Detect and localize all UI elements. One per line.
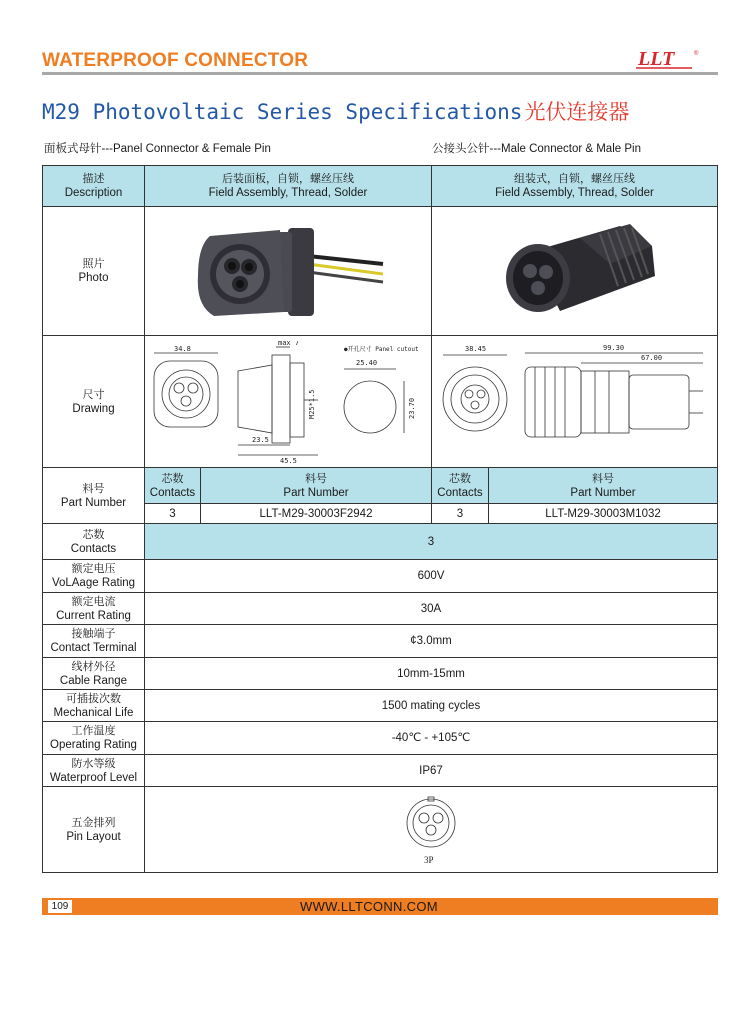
spec-label-operating-en: Operating Rating — [50, 739, 137, 751]
spec-value-operating: -40℃ - +105℃ — [144, 721, 717, 754]
left-contacts-value: 3 — [144, 503, 200, 523]
spec-value-mechanical-life: 1500 mating cycles — [144, 689, 717, 721]
left-pn-header-cn: 料号 — [305, 472, 327, 485]
description-right-en: Field Assembly, Thread, Solder — [495, 187, 654, 199]
left-contacts-header-cn: 芯数 — [161, 472, 184, 485]
spec-label-voltage-cn: 额定电压 — [71, 563, 116, 575]
spec-label-mechanical-life-cn: 可插拔次数 — [66, 692, 121, 705]
spec-label-current — [43, 592, 144, 624]
svg-text:99.30: 99.30 — [602, 343, 624, 352]
subtitle-left: 面板式母针---Panel Connector & Female Pin — [44, 143, 271, 155]
spec-value-current: 30A — [144, 592, 717, 624]
spec-label-waterproof — [43, 754, 144, 786]
spec-label-cable — [43, 657, 144, 689]
svg-text:23.70: 23.70 — [408, 397, 416, 419]
spec-label-cable-en: Cable Range — [59, 674, 128, 687]
pin-layout-label-en: Pin Layout — [66, 830, 121, 843]
pin-layout-label-cn: 五金排列 — [71, 816, 116, 829]
svg-text:LLT: LLT — [638, 48, 675, 70]
male-connector-photo — [490, 216, 660, 326]
spec-label-waterproof-en: Waterproof Level — [49, 771, 138, 784]
subtitle-right: 公接头公针---Male Connector & Male Pin — [432, 143, 641, 155]
description-left-cn: 后装面板，自锁，螺丝压线 — [222, 173, 354, 185]
pin-layout-diagram — [401, 793, 461, 869]
svg-text:25.40: 25.40 — [356, 358, 378, 367]
svg-text:67.00: 67.00 — [640, 353, 662, 362]
section-title: WATERPROOF CONNECTOR — [42, 50, 309, 71]
spec-label-contacts-en: Contacts — [70, 542, 117, 555]
photo-female-cell — [144, 206, 431, 335]
photo-label — [43, 206, 144, 335]
drawing-label-en: Drawing — [72, 402, 115, 415]
right-pn-header-en: Part Number — [570, 486, 636, 499]
left-pn-header-en: Part Number — [283, 486, 349, 499]
right-pn-header-cn: 料号 — [592, 472, 614, 485]
left-contacts-header — [144, 467, 200, 503]
description-right — [431, 166, 717, 206]
spec-value-waterproof: IP67 — [144, 754, 717, 786]
left-pn-header — [200, 467, 431, 503]
spec-label-operating-cn: 工作温度 — [71, 725, 116, 737]
svg-text:38.45: 38.45 — [464, 344, 486, 353]
female-dimension-drawing — [148, 341, 428, 463]
header-rule — [42, 72, 718, 75]
svg-text:3P: 3P — [424, 855, 434, 865]
svg-text:34.8: 34.8 — [174, 344, 191, 353]
spec-label-terminal — [43, 624, 144, 657]
part-number-label — [43, 467, 144, 523]
spec-label-mechanical-life — [43, 689, 144, 721]
llt-logo — [628, 44, 708, 72]
page-title-en: M29 Photovoltaic Series Specifications — [42, 100, 523, 124]
pin-layout-cell — [144, 786, 717, 872]
spec-label-voltage — [43, 559, 144, 592]
right-part-number: LLT-M29-30003M1032 — [488, 503, 717, 523]
spec-label-current-en: Current Rating — [56, 609, 131, 622]
spec-label-cable-cn: 线材外径 — [71, 660, 116, 673]
right-contacts-value: 3 — [431, 503, 488, 523]
pin-layout-label — [43, 786, 144, 872]
svg-text:®: ® — [694, 51, 699, 57]
spec-table — [42, 165, 718, 873]
photo-label-cn: 照片 — [82, 258, 105, 270]
svg-text:45.5: 45.5 — [280, 456, 297, 463]
svg-text:●开孔尺寸 Panel cutout: ●开孔尺寸 Panel cutout — [344, 345, 419, 353]
page-title-cn: 光伏连接器 — [524, 101, 630, 124]
drawing-label-cn: 尺寸 — [82, 388, 105, 401]
left-contacts-header-en: Contacts — [149, 486, 196, 499]
spec-label-mechanical-life-en: Mechanical Life — [53, 706, 134, 719]
spec-label-contacts-cn: 芯数 — [82, 528, 105, 541]
description-label — [43, 166, 144, 206]
spec-label-waterproof-cn: 防水等级 — [71, 757, 116, 770]
drawing-male-cell — [431, 335, 717, 467]
svg-text:max 7: max 7 — [278, 340, 300, 347]
part-number-label-en: Part Number — [60, 496, 127, 509]
spec-label-voltage-en: VoLAage Rating — [51, 577, 136, 589]
svg-text:23.5: 23.5 — [252, 435, 269, 444]
page-number: 109 — [48, 900, 72, 913]
spec-label-operating — [43, 721, 144, 754]
description-label-en: Description — [64, 187, 123, 199]
spec-label-current-cn: 额定电流 — [71, 595, 116, 608]
description-left-en: Field Assembly, Thread, Solder — [208, 187, 368, 199]
right-pn-header — [488, 467, 717, 503]
drawing-label — [43, 335, 144, 467]
spec-value-voltage: 600V — [144, 559, 717, 592]
spec-value-cable: 10mm-15mm — [144, 657, 717, 689]
part-number-label-cn: 料号 — [82, 482, 105, 495]
footer-url[interactable]: WWW.LLTCONN.COM — [300, 899, 438, 914]
page-title — [42, 96, 629, 126]
male-dimension-drawing — [435, 341, 715, 463]
description-label-cn: 描述 — [82, 173, 105, 185]
photo-label-en: Photo — [78, 272, 109, 284]
drawing-female-cell — [144, 335, 431, 467]
spec-label-terminal-cn: 接触端子 — [71, 628, 116, 640]
svg-text:M25*1.5: M25*1.5 — [308, 388, 316, 419]
spec-label-contacts — [43, 523, 144, 559]
female-connector-photo — [188, 216, 388, 326]
description-right-cn: 组装式，自锁，螺丝压线 — [514, 173, 635, 185]
right-contacts-header-en: Contacts — [437, 486, 483, 499]
right-contacts-header — [431, 467, 488, 503]
description-left — [144, 166, 431, 206]
photo-male-cell — [431, 206, 717, 335]
spec-value-contacts: 3 — [144, 523, 717, 559]
left-part-number: LLT-M29-30003F2942 — [200, 503, 431, 523]
right-contacts-header-cn: 芯数 — [449, 472, 471, 485]
spec-label-terminal-en: Contact Terminal — [50, 642, 137, 654]
spec-value-terminal: ¢3.0mm — [144, 624, 717, 657]
